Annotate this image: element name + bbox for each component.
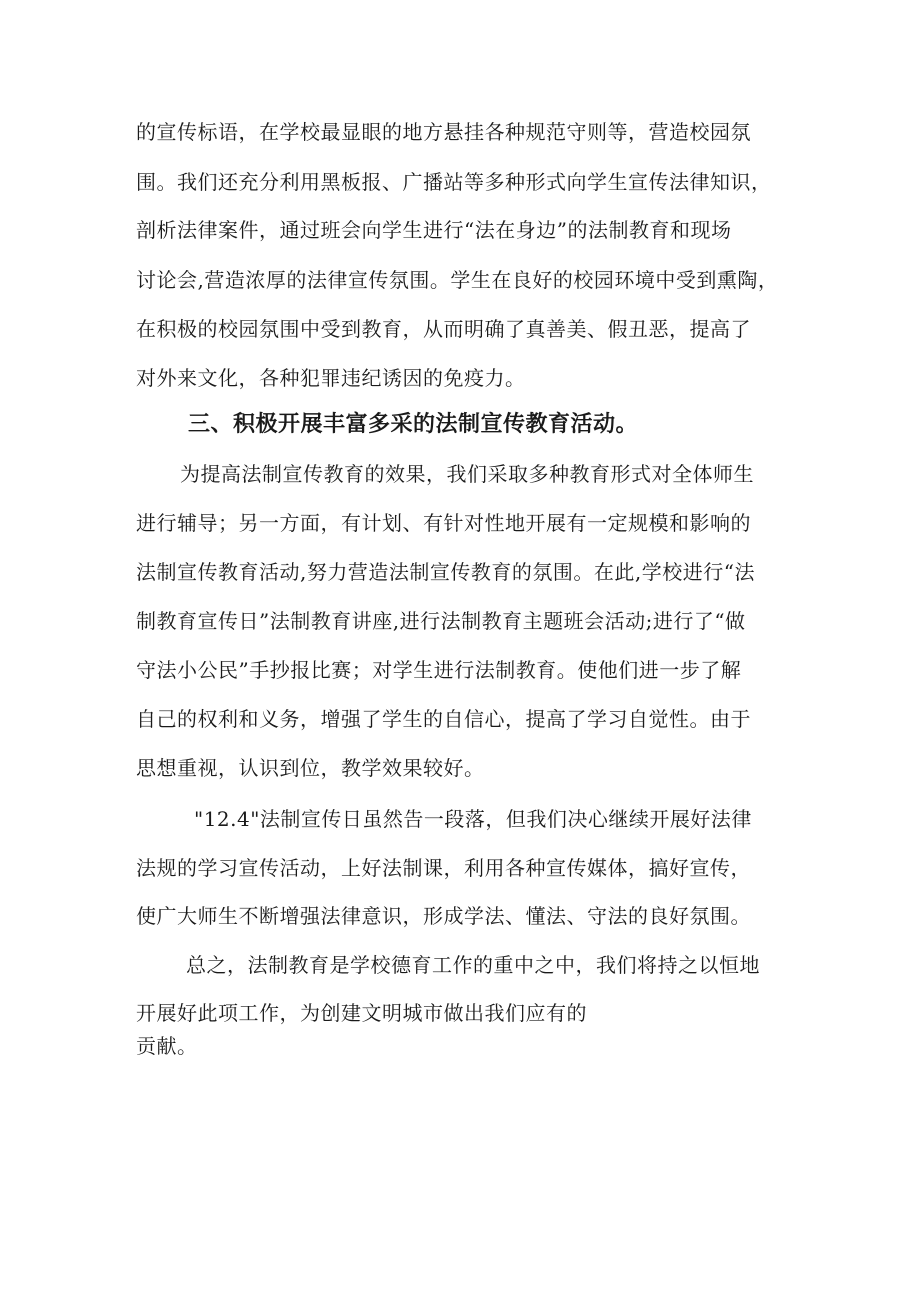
paragraph-2-line-7: 思想重视，认识到位，教学效果较好。 [136, 756, 485, 780]
paragraph-1-line-3: 剖析法律案件，通过班会向学生进行“法在身边”的法制教育和现场 [136, 218, 732, 242]
paragraph-3-line-2: 法规的学习宣传活动，上好法制课，利用各种宣传媒体，搞好宣传， [136, 856, 751, 880]
paragraph-2-line-4: 制教育宣传日”法制教育讲座,进行法制教育主题班会活动;进行了“做 [136, 609, 746, 633]
paragraph-2-line-5: 守法小公民”手抄报比赛；对学生进行法制教育。使他们进一步了解 [136, 658, 742, 682]
paragraph-2-line-3: 法制宣传教育活动,努力营造法制宣传教育的氛围。在此,学校进行“法 [136, 560, 755, 584]
section-heading: 三、积极开展丰富多采的法制宣传教育活动。 [188, 412, 639, 437]
paragraph-1-line-5: 在积极的校园氛围中受到教育，从而明确了真善美、假丑恶，提高了 [136, 317, 751, 341]
paragraph-4-line-3: 贡献。 [136, 1034, 198, 1058]
paragraph-1-line-4: 讨论会,营造浓厚的法律宣传氛围。学生在良好的校园环境中受到熏陶， [136, 268, 779, 292]
paragraph-4-line-1: 总之，法制教育是学校德育工作的重中之中，我们将持之以恒地 [186, 953, 760, 977]
paragraph-2-line-1: 为提高法制宣传教育的效果，我们采取多种教育形式对全体师生 [180, 462, 754, 486]
paragraph-1-line-2: 围。我们还充分利用黑板报、广播站等多种形式向学生宣传法律知识， [136, 170, 772, 194]
paragraph-4-line-2: 开展好此项工作，为创建文明城市做出我们应有的 [136, 1001, 587, 1025]
paragraph-2-line-6: 自己的权利和义务，增强了学生的自信心，提高了学习自觉性。由于 [136, 707, 751, 731]
paragraph-2-line-2: 进行辅导；另一方面，有计划、有针对性地开展有一定规模和影响的 [136, 511, 751, 535]
paragraph-3-line-3: 使广大师生不断增强法律意识，形成学法、懂法、守法的良好氛围。 [136, 904, 751, 928]
paragraph-1-line-6: 对外来文化，各种犯罪违纪诱因的免疫力。 [136, 366, 526, 390]
paragraph-1-line-1: 的宣传标语，在学校最显眼的地方悬挂各种规范守则等，营造校园氛 [136, 120, 751, 144]
paragraph-3-line-1: "12.4"法制宣传日虽然告一段落，但我们决心继续开展好法律 [194, 807, 752, 831]
